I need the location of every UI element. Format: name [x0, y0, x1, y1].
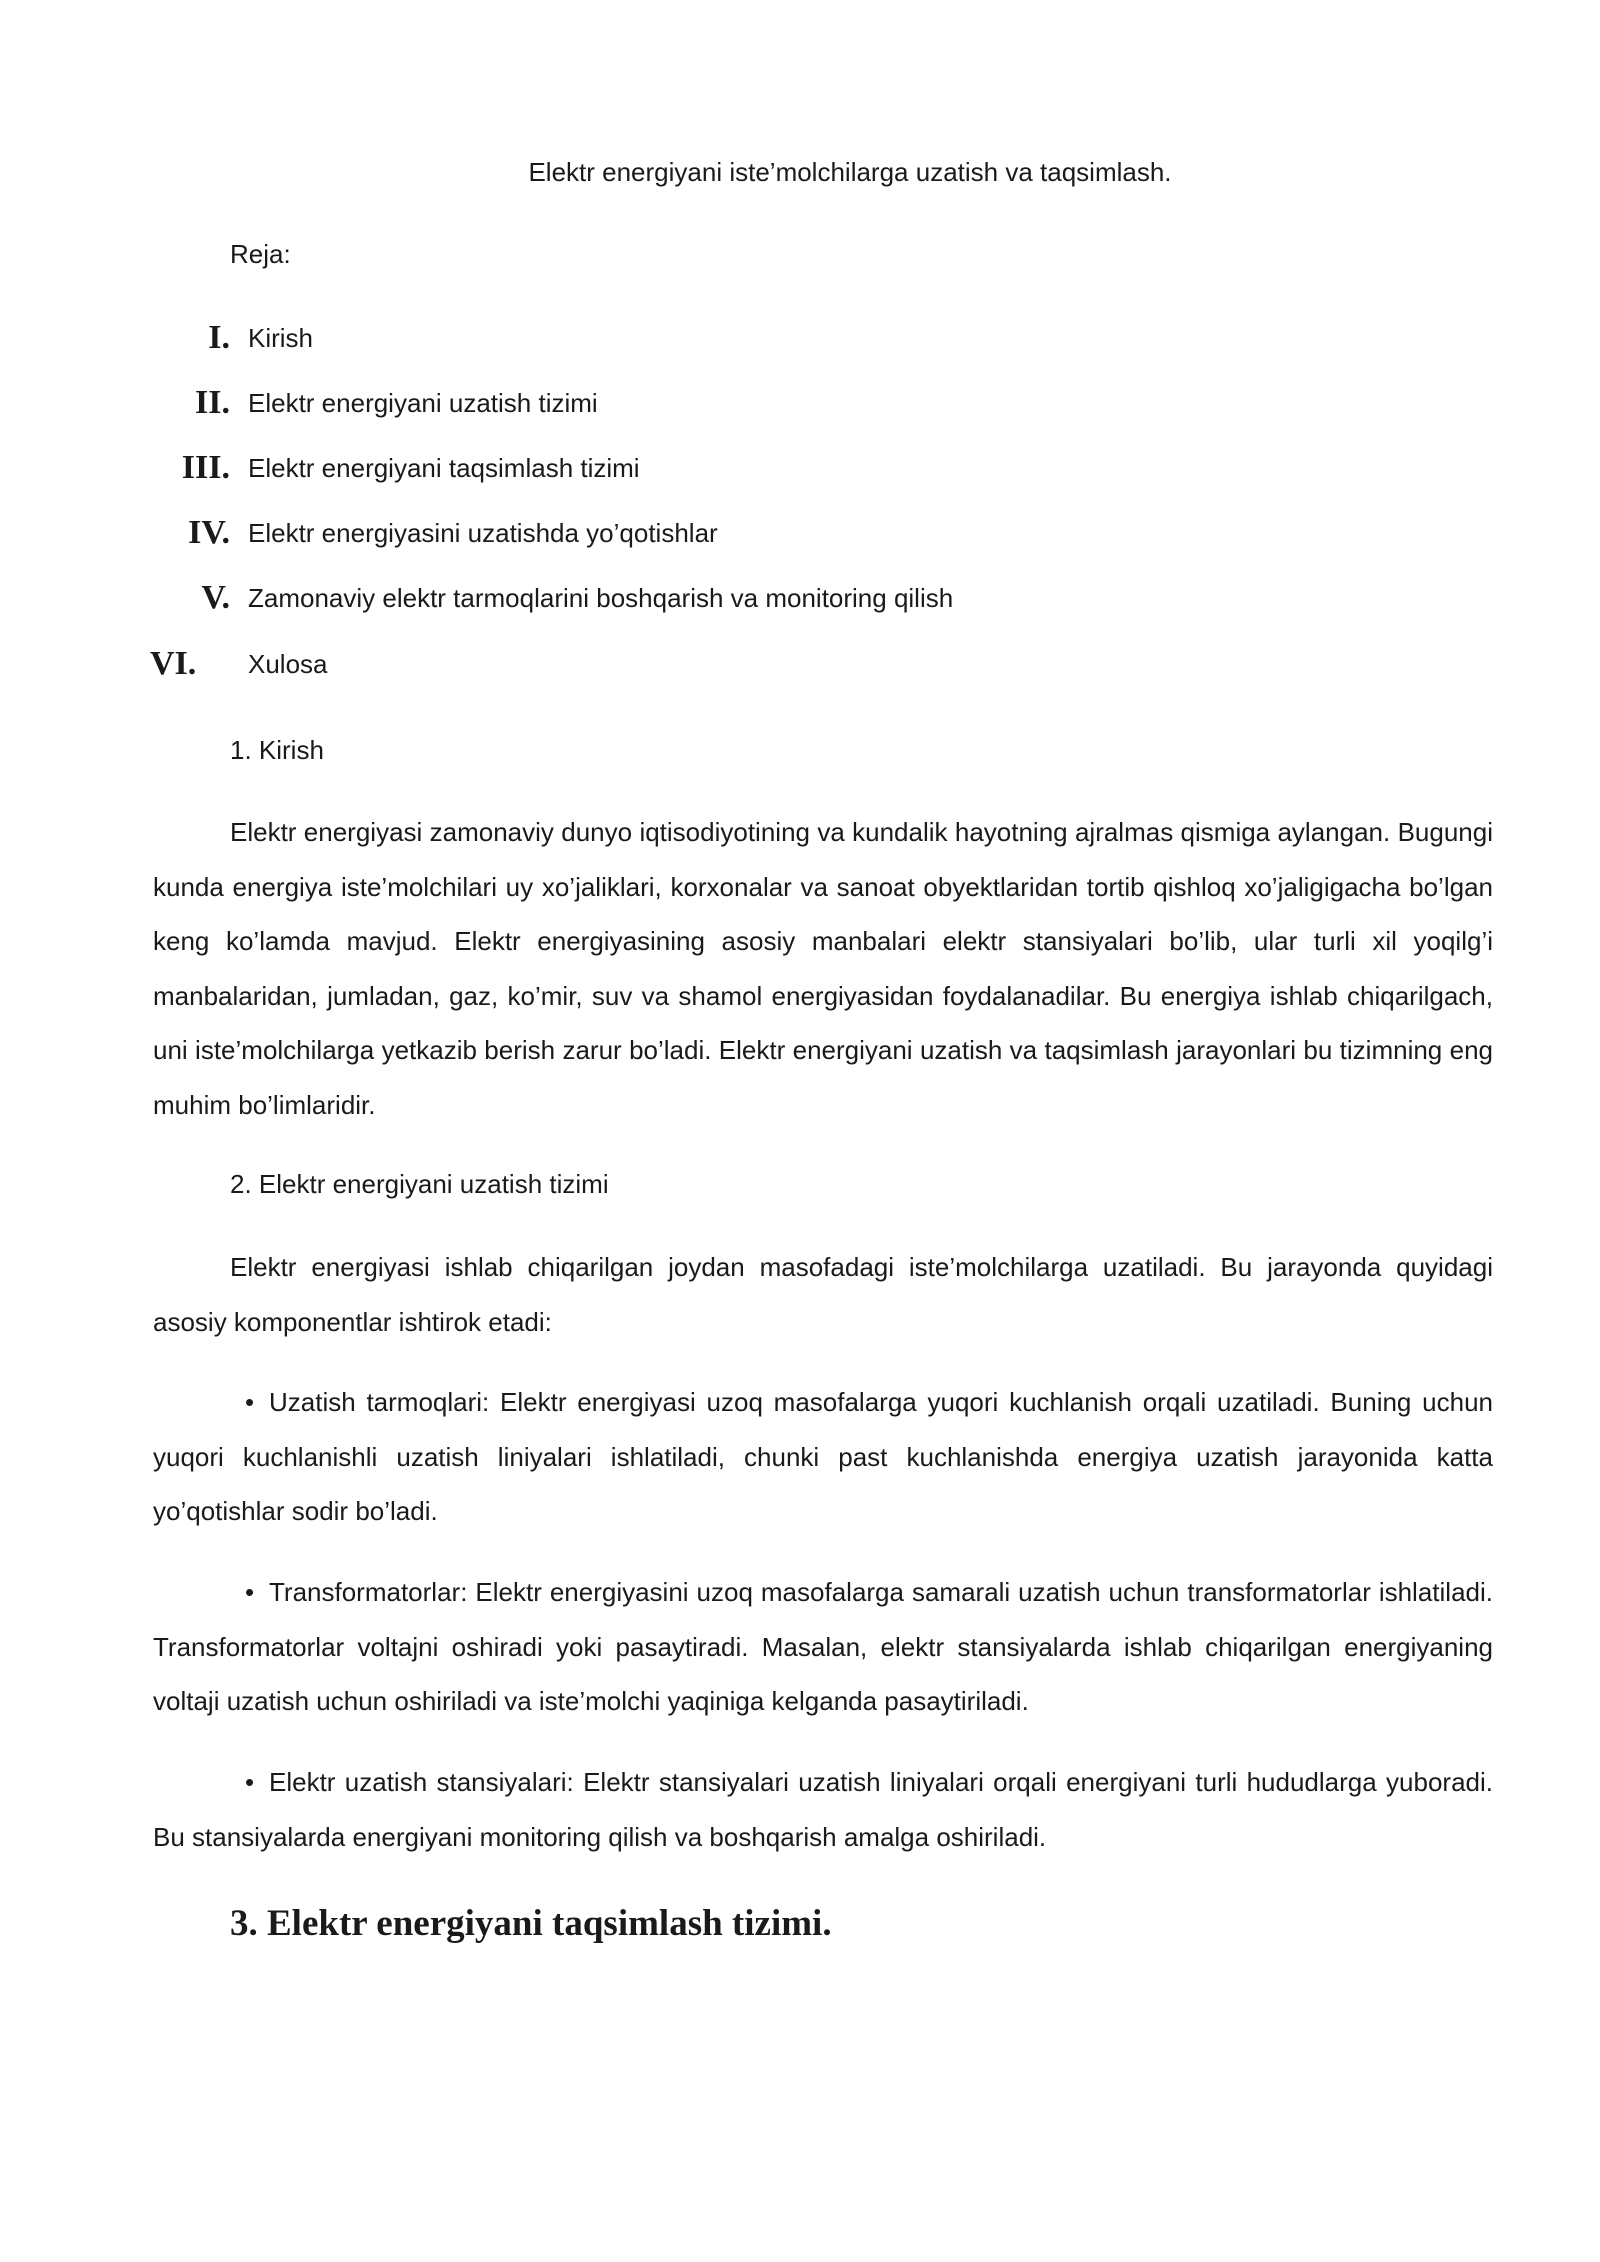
toc-item	[0, 448, 1600, 488]
list-item	[153, 1565, 1493, 1729]
toc-number: I.	[208, 319, 230, 356]
document-title: Elektr energiyani iste’molchilarga uzatish va taqsimlash.	[528, 157, 1172, 187]
list-item	[153, 1375, 1493, 1539]
list-item	[153, 1755, 1493, 1864]
plan-label: Reja:	[230, 239, 291, 269]
toc-item	[0, 644, 1600, 684]
section-heading: 2. Elektr energiyani uzatish tizimi	[230, 1169, 609, 1199]
bullet-icon: •	[245, 1577, 255, 1607]
list-item-text: Transformatorlar: Elektr energiyasini uzoq masofalarga samarali uzatish uchun transformatorlar ishlatiladi. Transformatorlar voltajni oshiradi yoki pasaytiradi. Masalan, elektr stansiyalarda ishlab chiqarilgan energiyaning voltaji uzatish uchun oshiriladi va iste’molchi yaqiniga kelganda pasaytiriladi.	[153, 1577, 1493, 1716]
section-heading: 1. Kirish	[230, 735, 324, 765]
section-heading: 3. Elektr energiyani taqsimlash tizimi.	[230, 1903, 832, 1944]
toc-number: VI.	[150, 645, 197, 682]
toc-label: Kirish	[248, 323, 314, 353]
list-item-text: Elektr uzatish stansiyalari: Elektr stansiyalari uzatish liniyalari orqali energiyani turli hududlarga yuboradi. Bu stansiyalarda energiyani monitoring qilish va boshqarish amalga oshiriladi.	[153, 1767, 1493, 1852]
list-item-text: Uzatish tarmoqlari: Elektr energiyasi uzoq masofalarga yuqori kuchlanish orqali uzatiladi. Buning uchun yuqori kuchlanishli uzatish liniyalari ishlatiladi, chunki past kuchlanishda energiya uzatish jarayonida katta yo’qotishlar sodir bo’ladi.	[153, 1387, 1493, 1526]
toc-label: Elektr energiyasini uzatishda yo’qotishlar	[248, 518, 718, 548]
toc-item	[0, 578, 1600, 618]
toc-label: Elektr energiyani uzatish tizimi	[248, 388, 598, 418]
section-paragraph: Elektr energiyasi zamonaviy dunyo iqtisodiyotining va kundalik hayotning ajralmas qismiga aylangan. Bugungi kunda energiya iste’molchilari uy xo’jaliklari, korxonalar va sanoat obyektlaridan tortib qishloq xo’jaligigacha bo’lgan keng ko’lamda mavjud. Elektr energiyasining asosiy manbalari elektr stansiyalari bo’lib, ular turli xil yoqilg’i manbalaridan, jumladan, gaz, ko’mir, suv va shamol energiyasidan foydalanadilar. Bu energiya ishlab chiqarilgach, uni iste’molchilarga yetkazib berish zarur bo’ladi. Elektr energiyani uzatish va taqsimlash jarayonlari bu tizimning eng muhim bo’limlaridir.	[153, 817, 1493, 1120]
toc-item	[0, 513, 1600, 553]
toc-label: Elektr energiyani taqsimlash tizimi	[248, 453, 640, 483]
toc-number: III.	[181, 449, 230, 486]
toc-item	[0, 318, 1600, 358]
toc-number: V.	[201, 579, 230, 616]
bullet-icon: •	[245, 1387, 255, 1417]
toc-label: Xulosa	[248, 649, 328, 679]
toc-label: Zamonaviy elektr tarmoqlarini boshqarish va monitoring qilish	[248, 583, 954, 613]
toc-number: IV.	[188, 514, 230, 551]
bullet-icon: •	[245, 1767, 255, 1797]
toc-item	[0, 383, 1600, 423]
section-paragraph: Elektr energiyasi ishlab chiqarilgan joydan masofadagi iste’molchilarga uzatiladi. Bu jarayonda quyidagi asosiy komponentlar ishtirok etadi:	[153, 1252, 1493, 1337]
toc-number: II.	[195, 384, 230, 421]
